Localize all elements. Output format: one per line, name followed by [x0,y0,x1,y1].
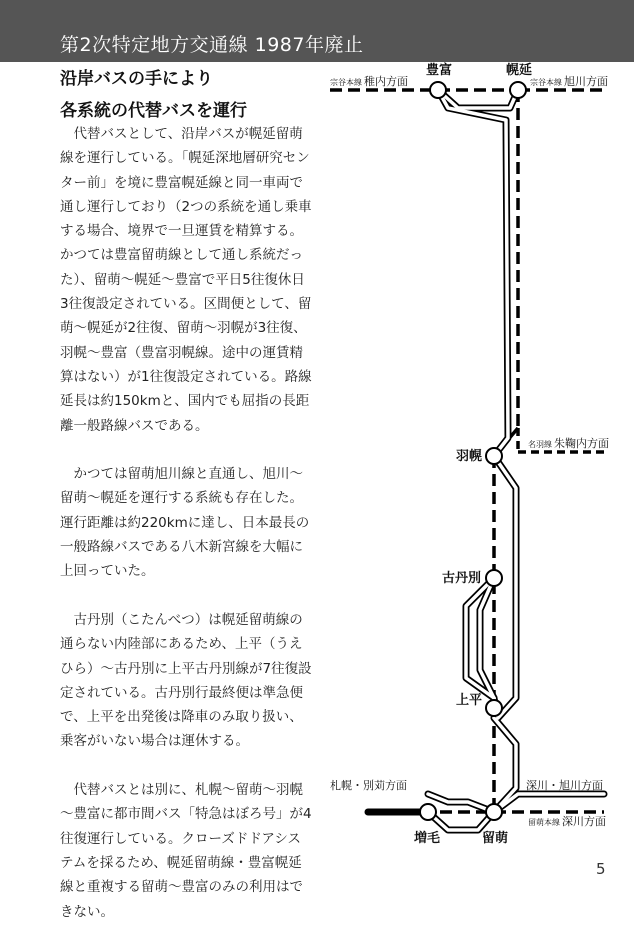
paragraph-4: 代替バスとは別に、札幌～留萌～羽幌～豊富に都市間バス「特急はぼろ号」が4往復運行している。クローズドドアシステムを採るため、幌延留萌線・豊富幌延線と重複する留萌～豊富のみの利用はできない。 [60,782,312,920]
station-label-uehira: 上平 [456,693,483,708]
section-heading-1: 沿岸バスの手により [60,69,213,89]
direction-asahikawa-top [530,76,608,87]
direction-fukagawa-rail-dest: 深川方面 [562,815,606,828]
direction-sapporo-dest: 札幌・別苅方面 [330,779,407,792]
body-text [60,122,312,948]
section-heading-2: 各系統の代替バスを運行 [60,101,247,121]
station-node-rumoi [486,804,502,820]
direction-fukagawa-asahikawa-dest: 深川・旭川方面 [526,779,603,792]
direction-shumarinai-line: 名羽線 [528,440,552,449]
direction-wakkanai [330,76,408,87]
station-label-horonobe: 幌延 [506,63,533,78]
header-title: 第2次特定地方交通線 1987年廃止 [60,34,364,56]
paragraph-1: 代替バスとして、沿岸バスが幌延留萌線を運行している。「幌延深地層研究センター前」を境に豊富幌延線と同一車両で通し運行しており（2つの系統を通し乗車する場合、境界で一旦運賃を精算する。かつては豊富留萌線として通し系統だった）、留萌～幌延～豊富で平日5往復休日3往復設定されている。区間便として、留萌～幌延が2往復、留萌～羽幌が3往復、羽幌～豊富（豊富羽幌線。途中の運賃精算はない）が1往復設定されている。路線延長は約150kmと、国内でも屈指の長距離一般路線バスである。 [60,126,312,434]
direction-asahikawa-top-line: 宗谷本線 [530,78,562,87]
station-node-haboro [486,448,502,464]
direction-sapporo [330,780,407,791]
station-node-uehira [486,700,502,716]
page-number: 5 [596,860,606,878]
station-label-toyotomi: 豊富 [426,63,453,78]
station-label-mashike: 増毛 [414,831,441,846]
direction-wakkanai-dest: 稚内方面 [364,75,408,88]
station-label-rumoi: 留萌 [482,831,509,846]
paragraph-3: 古丹別（こたんべつ）は幌延留萌線の通らない内陸部にあるため、上平（うえひら）～古丹別に上平古丹別線が7往復設定されている。古丹別行最終便は準急便で、上平を出発後は降車のみ取り扱い、乗客がいない場合は運休する。 [60,611,312,750]
direction-shumarinai [528,438,609,449]
station-label-haboro: 羽幌 [456,449,483,464]
direction-shumarinai-dest: 朱鞠内方面 [554,437,609,450]
station-node-toyotomi [430,82,446,98]
direction-asahikawa-top-dest: 旭川方面 [564,75,608,88]
station-node-horonobe [510,82,526,98]
paragraph-2: かつては留萌旭川線と直通し、旭川～留萌～幌延を運行する系統も存在した。運行距離は約220kmに達し、日本最長の一般路線バスである八木新宮線を大幅に上回っていた。 [60,466,310,580]
direction-fukagawa-asahikawa [526,780,603,791]
header-band [0,0,634,62]
station-label-kotanbetsu: 古丹別 [442,571,482,586]
route-map [318,58,618,858]
direction-wakkanai-line: 宗谷本線 [330,78,362,87]
bus-coast-east [494,456,516,718]
bus-toyotomi-haboro [438,90,508,456]
station-node-kotanbetsu [486,570,502,586]
bus-fukagawa [494,794,604,812]
direction-fukagawa-rail [528,816,606,827]
station-node-mashike [420,804,436,820]
direction-fukagawa-rail-line: 留萌本線 [528,818,560,827]
